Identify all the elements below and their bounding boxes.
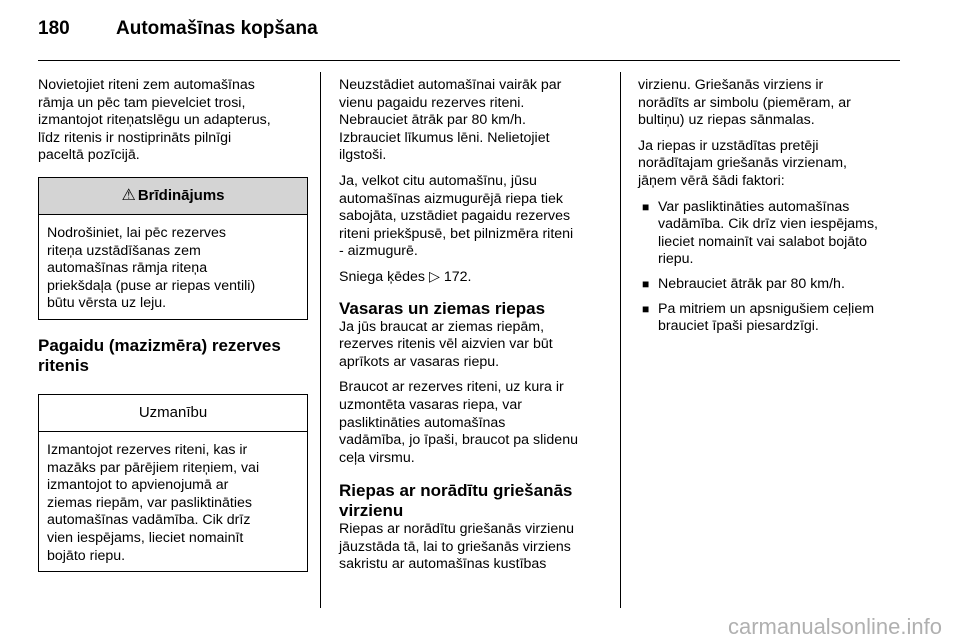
page-number: 180 <box>38 18 70 39</box>
paragraph: virzienu. Griešanās virziens ir norādīts ar simbolu (piemēram, ar bultiņu) uz riepas sānmalas. <box>638 77 851 129</box>
warning-triangle-icon: ⚠ <box>121 186 136 204</box>
warning-title: Brīdinājums <box>137 186 225 204</box>
page-title: Automašīnas kopšana <box>116 18 318 39</box>
paragraph: Ja, velkot citu automašīnu, jūsu automašīnas aizmugurējā riepa tiek sabojāta, uzstādiet pagaidu rezerves riteni priekšpusē, bet pilnizmēra riteni - aizmugurē. <box>339 172 574 260</box>
factor-list <box>638 199 906 336</box>
header-rule <box>38 60 900 61</box>
warning-box-header <box>39 178 307 215</box>
page-header <box>38 18 318 40</box>
bullet-icon: ■ <box>642 301 650 316</box>
list-item: ■ Nebrauciet ātrāk par 80 km/h. <box>642 275 845 292</box>
caution-box <box>38 394 308 572</box>
paragraph: Ja riepas ir uzstādītas pretēji norādītajam griešanās virzienam, jāņem vērā šādi faktori: <box>638 137 847 189</box>
section-heading-directional-tyres: Riepas ar norādītu griešanās virzienu <box>339 481 573 521</box>
bullet-icon: ■ <box>642 276 650 291</box>
section-heading-spare-wheel: Pagaidu (mazizmēra) rezerves ritenis <box>38 335 281 375</box>
column-1 <box>38 77 308 588</box>
bullet-icon: ■ <box>642 199 650 214</box>
caution-box-header: Uzmanību <box>39 395 307 432</box>
list-item: ■ Pa mitriem un apsnigušiem ceļiem brauciet īpaši piesardzīgi. <box>642 300 875 335</box>
column-3 <box>638 77 906 343</box>
paragraph: Braucot ar rezerves riteni, uz kura ir uzmontēta vasaras riepa, var pasliktināties automašīnas vadāmība, jo īpaši, braucot pa slidenu ceļa virsmu. <box>339 379 578 466</box>
column-divider-1 <box>320 72 321 608</box>
page-reference: 172. <box>443 268 472 285</box>
warning-box <box>38 177 308 320</box>
section-heading-summer-winter: Vasaras un ziemas riepas <box>339 298 546 318</box>
cross-reference: Sniega ķēdes ▷ 172. <box>339 268 472 285</box>
page-reference-icon: ▷ <box>428 268 440 285</box>
paragraph: Riepas ar norādītu griešanās virzienu jāuzstāda tā, lai to griešanās virziens sakristu ar automašīnas kustības <box>339 521 575 573</box>
paragraph: Ja jūs braucat ar ziemas riepām, rezerves ritenis vēl aizvien var būt aprīkots ar vasaras riepu. <box>339 318 553 370</box>
warning-text: Nodrošiniet, lai pēc rezerves riteņa uzstādīšanas zem automašīnas rāmja riteņa priekšdaļa (puse ar riepas ventili) būtu vērsta uz leju. <box>47 224 256 312</box>
list-item: ■ Var pasliktināties automašīnas vadāmība. Cik drīz vien iespējams, lieciet nomainīt vai salabot bojāto riepu. <box>642 198 878 268</box>
paragraph: Neuzstādiet automašīnai vairāk par vienu pagaidu rezerves riteni. Nebrauciet ātrāk par 80 km/h. Izbrauciet līkumus lēni. Nelietojiet ilgstoši. <box>339 77 562 164</box>
caution-text: Izmantojot rezerves riteni, kas ir mazāks par pārējiem riteņiem, vai izmantojot to apvienojumā ar ziemas riepām, var pasliktināties automašīnas vadāmība. Cik drīz vien iespējams, lieciet nomainīt bojāto riepu. <box>47 441 260 564</box>
column-2 <box>339 77 605 582</box>
column-divider-2 <box>620 72 621 608</box>
intro-paragraph: Novietojiet riteni zem automašīnas rāmja un pēc tam pievelciet trosi, izmantojot riteņatslēgu un adapterus, līdz ritenis ir nostiprināts pilnīgi paceltā pozīcijā. <box>38 77 271 164</box>
watermark: carmanualsonline.info <box>727 614 942 639</box>
